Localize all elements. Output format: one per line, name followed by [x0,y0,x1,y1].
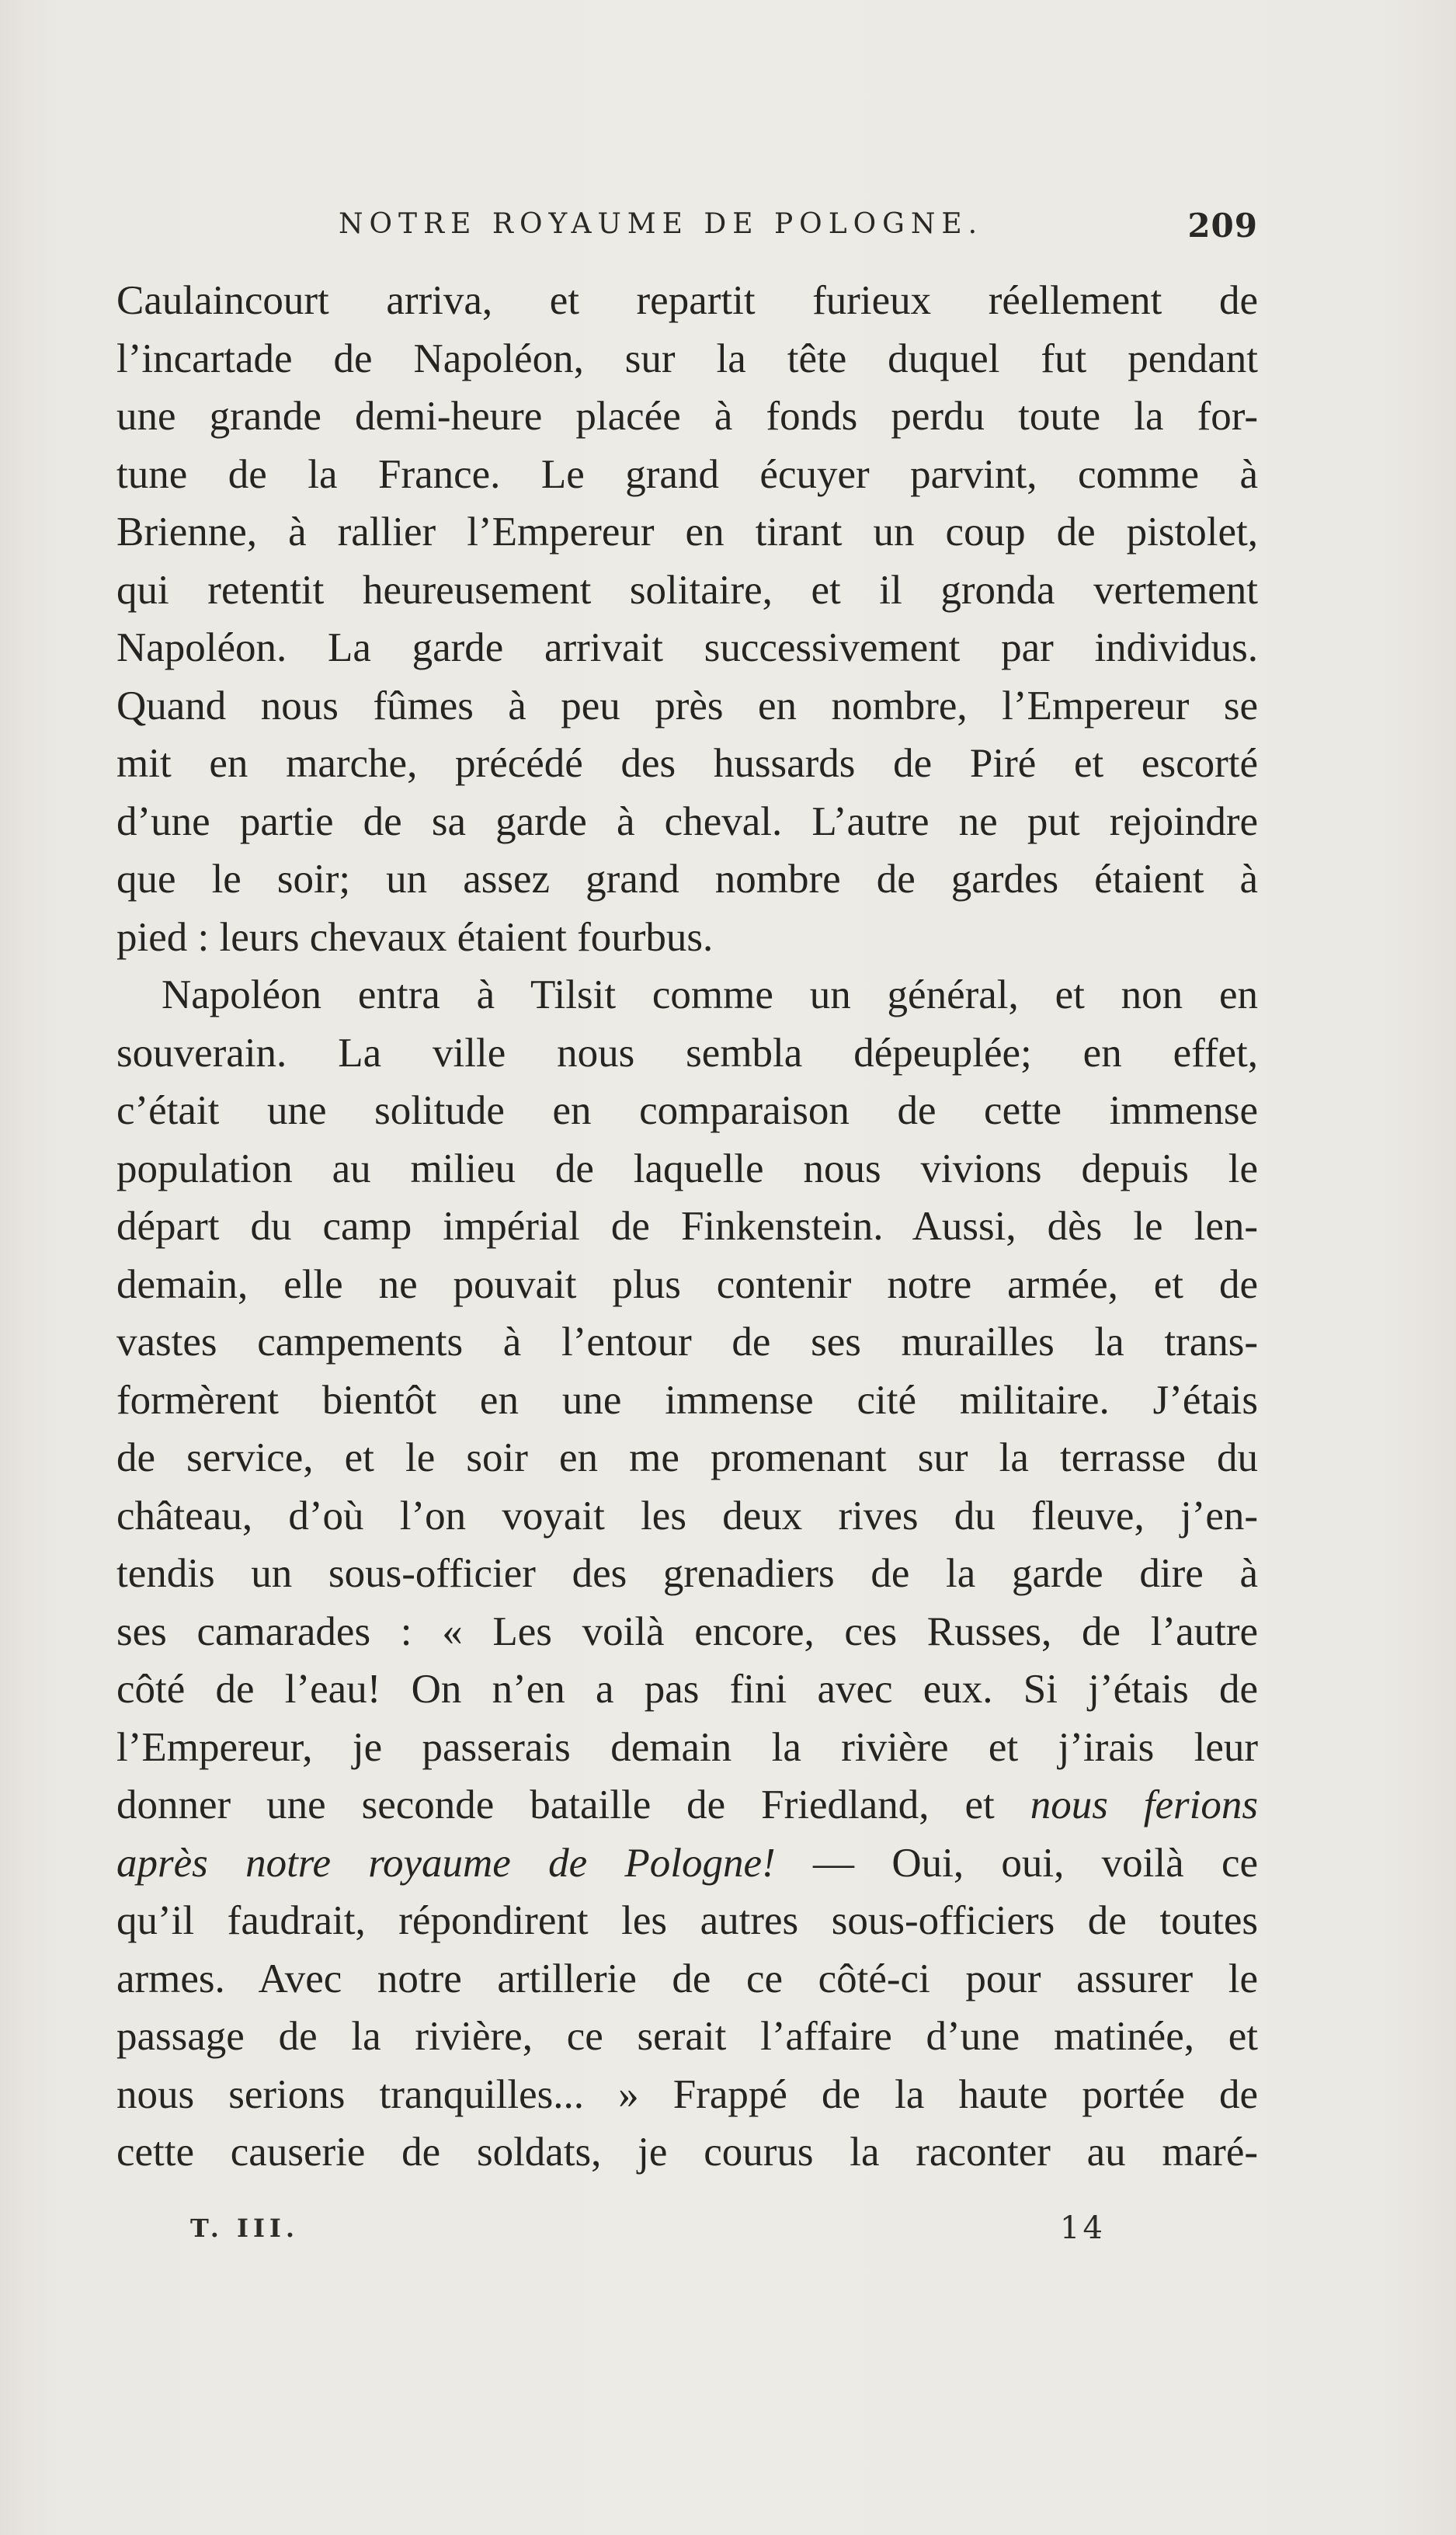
text-line: c’était une solitude en comparaison de cette immense [116,1088,1258,1133]
text-line: Quand nous fûmes à peu près en nombre, l’Empereur se [116,683,1258,729]
roman-text: donner une seconde bataille de Friedland, et [116,1782,1030,1827]
text-line: formèrent bientôt en une immense cité militaire. J’étais [116,1377,1258,1423]
page-header [116,203,1258,258]
paragraph-start-line: Napoléon entra à Tilsit comme un général, et non en [162,972,1258,1017]
text-line: Caulaincourt arriva, et repartit furieux réellement de [116,278,1258,323]
text-line: côté de l’eau! On n’en a pas fini avec eux. Si j’étais de [116,1667,1258,1712]
text-line: l’Empereur, je passerais demain la rivière et j’irais leur [116,1724,1258,1770]
text-line: population au milieu de laquelle nous vivions depuis le [116,1146,1258,1191]
text-line: vastes campements à l’entour de ses murailles la trans- [116,1320,1258,1365]
volume-mark: T. III. [190,2213,300,2243]
text-line: passage de la rivière, ce serait l’affaire d’une matinée, et [116,2014,1258,2059]
paragraph-end-line: pied : leurs chevaux étaient fourbus. [116,914,714,960]
text-line: château, d’où l’on voyait les deux rives du fleuve, j’en- [116,1493,1258,1539]
text-line: qui retentit heureusement solitaire, et il gronda vertement [116,567,1258,613]
text-line: Brienne, à rallier l’Empereur en tirant un coup de pistolet, [116,509,1258,555]
text-line: qu’il faudrait, répondirent les autres sous-officiers de toutes [116,1898,1258,1943]
italic-text: nous ferions [1030,1782,1258,1827]
text-line: de service, et le soir en me promenant sur la terrasse du [116,1435,1258,1480]
page-footer [116,2210,1258,2260]
italic-text: après notre royaume de Pologne! [116,1840,776,1886]
text-line: cette causerie de soldats, je courus la raconter au maré- [116,2130,1258,2175]
text-line: mit en marche, précédé des hussards de Piré et escorté [116,741,1258,786]
page-number: 209 [1187,207,1258,245]
text-line: tune de la France. Le grand écuyer parvint, comme à [116,451,1258,497]
text-line: tendis un sous-officier des grenadiers de la garde dire à [116,1551,1258,1596]
running-title: NOTRE ROYAUME DE POLOGNE. [339,208,984,240]
body-text [116,272,1258,2182]
text-line: l’incartade de Napoléon, sur la tête duquel fut pendant [116,336,1258,381]
text-line-with-italic [116,1834,1258,1893]
signature-mark: 14 [1060,2210,1106,2246]
text-line-with-italic [116,1776,1258,1834]
text-line: départ du camp impérial de Finkenstein. Aussi, dès le len- [116,1204,1258,1249]
text-line: souverain. La ville nous sembla dépeuplée; en effet, [116,1030,1258,1076]
text-line: nous serions tranquilles... » Frappé de la haute portée de [116,2071,1258,2117]
roman-text: — Oui, oui, voilà ce [775,1840,1258,1886]
text-line: que le soir; un assez grand nombre de gardes étaient à [116,857,1258,902]
text-line: Napoléon. La garde arrivait successivement par individus. [116,625,1258,670]
text-line: une grande demi-heure placée à fonds perdu toute la for- [116,394,1258,439]
text-line: ses camarades : « Les voilà encore, ces Russes, de l’autre [116,1608,1258,1654]
text-line: d’une partie de sa garde à cheval. L’autre ne put rejoindre [116,798,1258,844]
text-line: armes. Avec notre artillerie de ce côté-ci pour assurer le [116,1956,1258,2001]
text-line: demain, elle ne pouvait plus contenir notre armée, et de [116,1261,1258,1307]
